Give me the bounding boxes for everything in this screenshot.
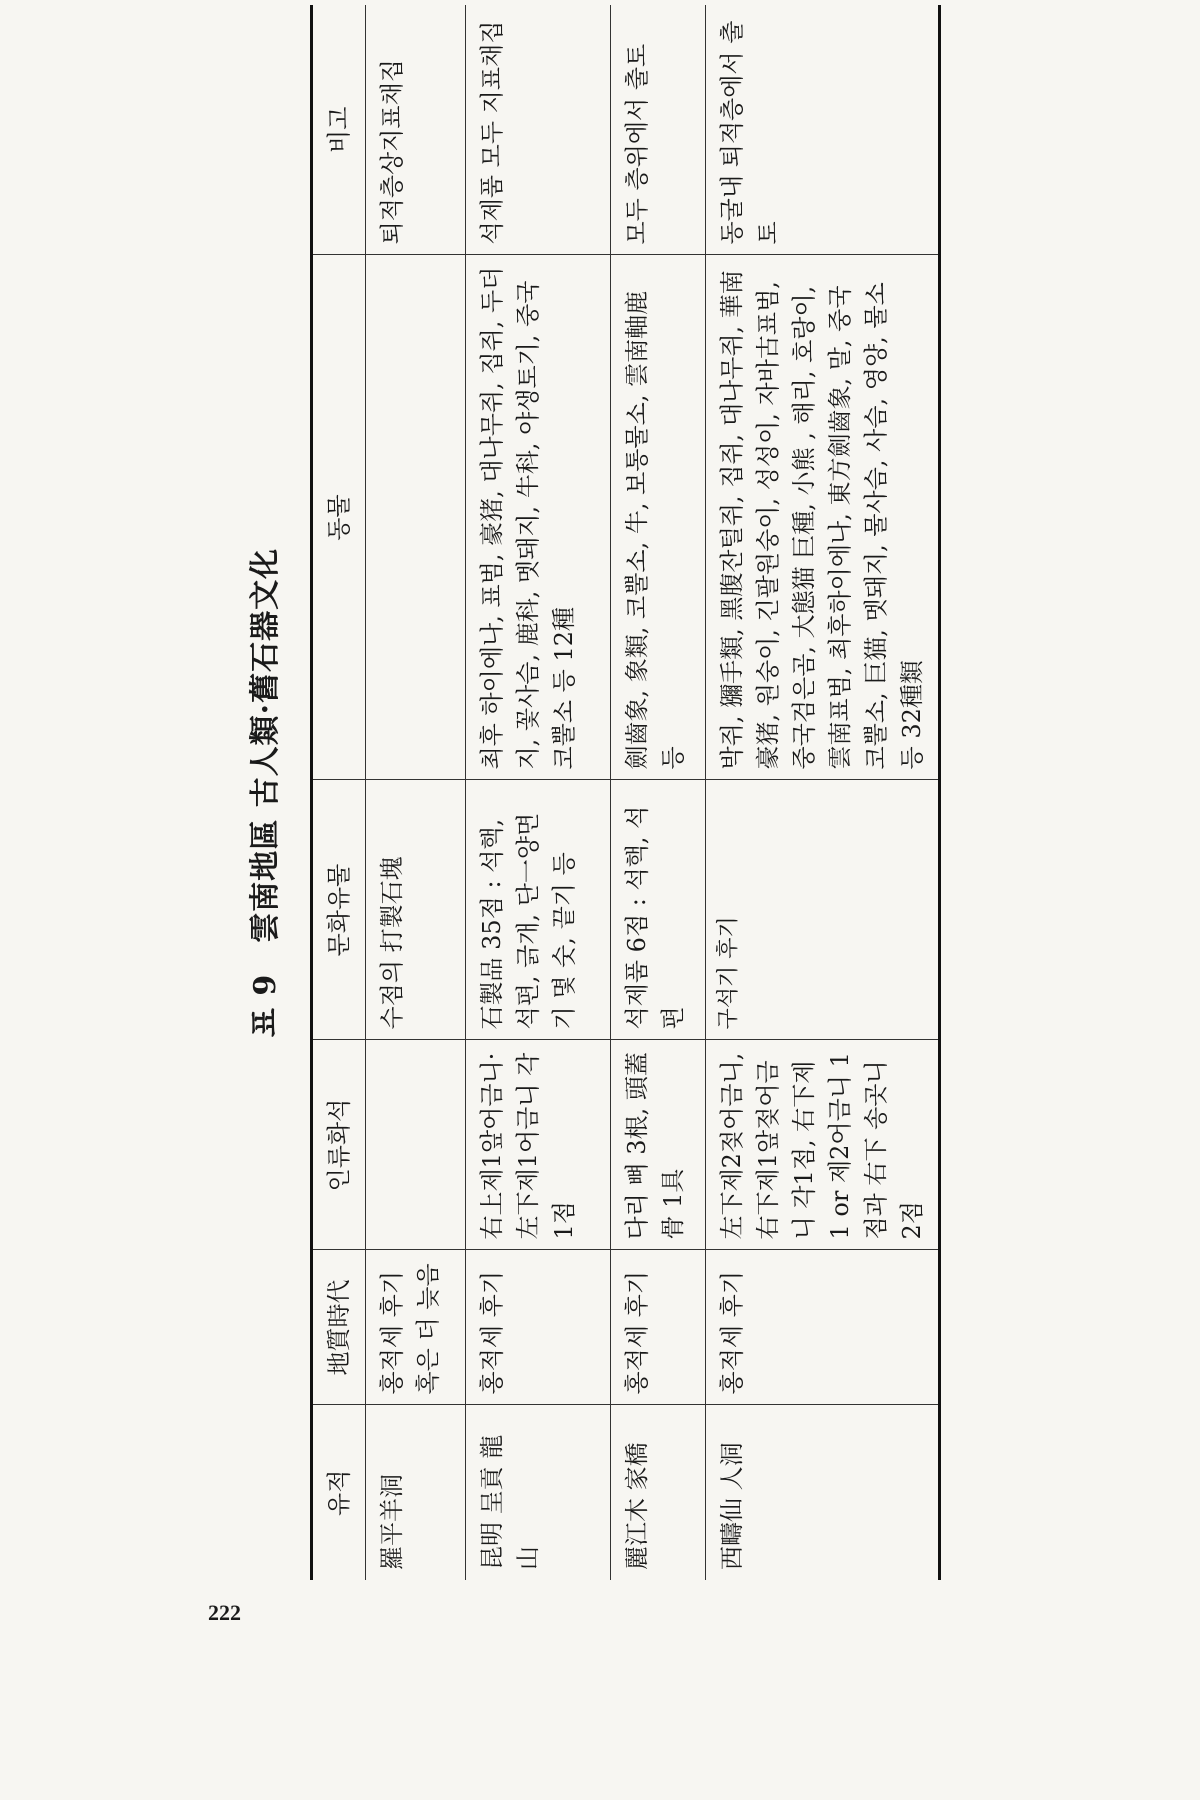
table-row <box>366 5 466 1580</box>
cell-fauna: 박쥐, 獼手類, 黑腹잔털쥐, 집쥐, 대나무쥐, 華南豪猪, 원숭이, 긴팔원숭이, 성성이, 자바古표범, 중국검은곰, 大態猫 巨種, 小熊 , 해리, 호랑이, 雲南표범, 최후하이에나, 東方劍齒象, 말, 중국코뿔소, 巨猫, 멧돼지, 물사슴, 사슴, 영양, 물소 등 32種類 <box>706 255 940 780</box>
cell-fossil: 다리 뼈 3根, 頭蓋骨 1具 <box>611 1040 706 1250</box>
rotated-page-content <box>240 5 940 1580</box>
cell-artifacts: 석제품 6점 : 석핵, 석편 <box>611 780 706 1040</box>
cell-artifacts: 수점의 打製石塊 <box>366 780 466 1040</box>
cell-fossil: 右上제1앞어금니·左下제1어금니 각1점 <box>466 1040 611 1250</box>
header-fossil: 인류화석 <box>312 1040 366 1250</box>
cell-note: 동굴내 퇴적층에서 출토 <box>706 5 940 255</box>
header-artifacts: 문화유물 <box>312 780 366 1040</box>
cell-site: 昆明 呈貢 龍山 <box>466 1405 611 1580</box>
header-fauna: 동물 <box>312 255 366 780</box>
cell-note: 퇴적층상지표채집 <box>366 5 466 255</box>
cell-period: 홍적세 후기 <box>611 1250 706 1405</box>
cell-period: 홍적세 후기 <box>706 1250 940 1405</box>
cell-fossil <box>366 1040 466 1250</box>
cell-fauna: 劍齒象, 象類, 코뿔소, 牛, 보통물소, 雲南軸鹿 등 <box>611 255 706 780</box>
header-note: 비고 <box>312 5 366 255</box>
cell-fauna <box>366 255 466 780</box>
period-group-label: 구석기 후기 <box>716 916 741 1030</box>
cell-note: 모두 층위에서 출토 <box>611 5 706 255</box>
header-row <box>312 5 366 1580</box>
cell-artifacts <box>706 780 940 1040</box>
cell-period: 홍적세 후기 <box>466 1250 611 1405</box>
cell-site: 麗江木 家橋 <box>611 1405 706 1580</box>
header-period: 地質時代 <box>312 1250 366 1405</box>
table-title: 표 9 雲南地區 古人類·舊石器文化 <box>248 547 283 1038</box>
table-row <box>466 5 611 1580</box>
cell-fauna: 최후 하이에나, 표범, 豪猪, 대나무쥐, 집쥐, 두더지, 꽃사슴, 鹿科, 멧돼지, 牛科, 야생토기, 중국코뿔소 등 12種 <box>466 255 611 780</box>
data-table <box>310 5 941 1580</box>
cell-site: 羅平羊洞 <box>366 1405 466 1580</box>
cell-site: 西疇仙 人洞 <box>706 1405 940 1580</box>
cell-period: 홍적세 후기 혹은 더 늦음 <box>366 1250 466 1405</box>
header-site: 유적 <box>312 1405 366 1580</box>
table-row <box>611 5 706 1580</box>
page-number: 222 <box>208 1600 241 1625</box>
cell-artifacts: 石製品 35점 : 석핵, 석편, 긁개, 단一양면기 몇 숫, 끝기 등 <box>466 780 611 1040</box>
cell-note: 석제품 모두 지표채집 <box>466 5 611 255</box>
table-row <box>706 5 940 1580</box>
cell-fossil: 左下제2젖어금니, 右下제1앞젖어금니 각1점, 右下제1 or 제2어금니 1점과 右下 송곳니 2점 <box>706 1040 940 1250</box>
